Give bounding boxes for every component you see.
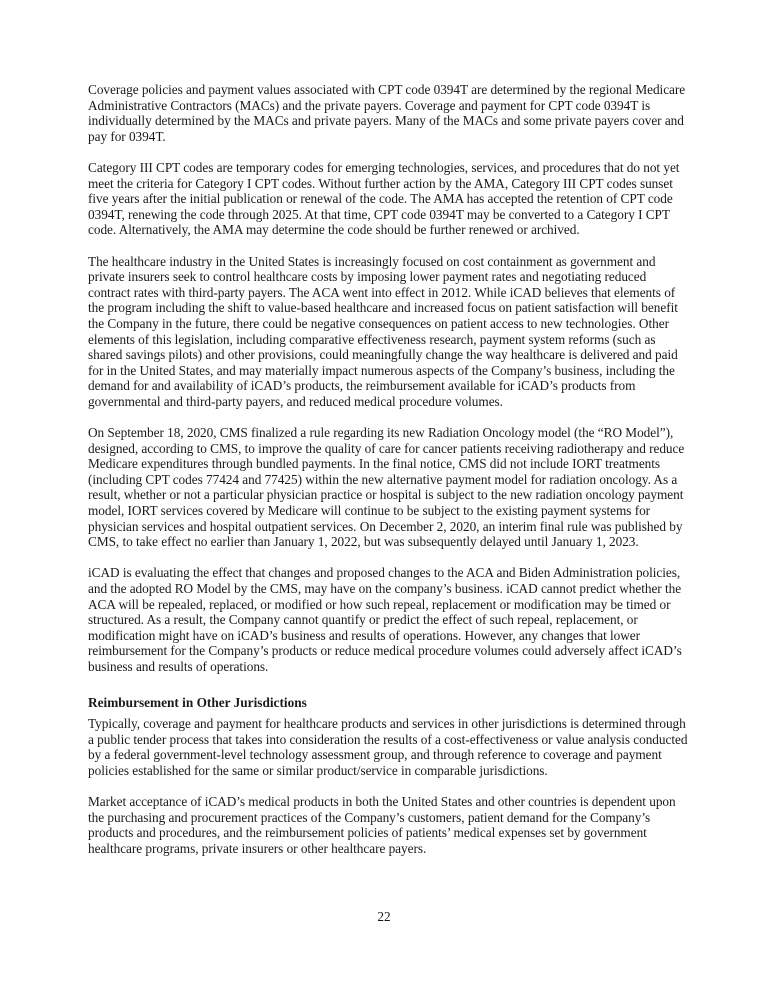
paragraph-ro-model: On September 18, 2020, CMS finalized a rule regarding its new Radiation Oncology model (the “RO Model”), designed, according to CMS, to improve the quality of care for cancer patients receiving radiotherapy and reduce Medicare expenditures through bundled payments. In the final notice, CMS did not include IORT treatments (including CPT codes 77424 and 77425) within the new alternative payment model for radiation oncology. As a result, whether or not a particular physician practice or hospital is subject to the new radiation oncology payment model, IORT services covered by Medicare will continue to be subject to the existing payment systems for physician services and hospital outpatient services. On December 2, 2020, an interim final rule was published by CMS, to take effect no earlier than January 1, 2022, but was subsequently delayed until January 1, 2023. <box>88 425 685 550</box>
paragraph-healthcare-industry: The healthcare industry in the United States is increasingly focused on cost containment as government and private insurers seek to control healthcare costs by imposing lower payment rates and negotiating reduced contract rates with third-party payers. The ACA went into effect in 2012. While iCAD believes that elements of the program including the shift to value-based healthcare and increased focus on patient satisfaction will benefit the Company in the future, there could be negative consequences on patient access to new technologies. Other elements of this legislation, including comparative effectiveness research, payment system reforms (such as shared savings pilots) and other provisions, could meaningfully change the way healthcare is delivered and paid for in the United States, and may materially impact numerous aspects of the Company’s business, including the demand for and availability of iCAD’s products, the reimbursement available for iCAD’s products from governmental and third-party payers, and reduced medical procedure volumes. <box>88 253 678 409</box>
paragraph-other-jurisdictions: Typically, coverage and payment for healthcare products and services in other jurisdictions is determined through a public tender process that takes into consideration the results of a cost-effectiveness or value analysis conducted by a federal government-level technology assessment group, and through reference to coverage and payment policies established for the same or similar product/service in comparable jurisdictions. <box>88 716 688 778</box>
paragraph-cpt-coverage: Coverage policies and payment values associated with CPT code 0394T are determined by the regional Medicare Administrative Contractors (MACs) and the private payers. Coverage and payment for CPT code 0394T is individually determined by the MACs and private payers. Many of the MACs and some private payers cover and pay for 0394T. <box>88 82 686 144</box>
paragraph-market-acceptance: Market acceptance of iCAD’s medical products in both the United States and other countries is dependent upon the purchasing and procurement practices of the Company’s customers, patient demand for the Company’s products and procedures, and the reimbursement policies of patients’ medical expenses set by government healthcare programs, private insurers or other healthcare payers. <box>88 794 676 856</box>
paragraph-category-iii-codes: Category III CPT codes are temporary codes for emerging technologies, services, and procedures that do not yet meet the criteria for Category I CPT codes. Without further action by the AMA, Category III CPT codes sunset five years after the initial publication or renewal of the code. The AMA has accepted the retention of CPT code 0394T, renewing the code through 2025. At that time, CPT code 0394T may be converted to a Category I CPT code. Alternatively, the AMA may determine the code should be further renewed or archived. <box>88 159 680 238</box>
page-number: 22 <box>377 909 391 924</box>
section-heading-other-jurisdictions: Reimbursement in Other Jurisdictions <box>88 694 307 710</box>
paragraph-aca-evaluation: iCAD is evaluating the effect that changes and proposed changes to the ACA and Biden Administration policies, and the adopted RO Model by the CMS, may have on the company’s business. iCAD cannot predict whether the ACA will be repealed, replaced, or modified or how such repeal, replacement or modification may be timed or structured. As a result, the Company cannot quantify or predict the effect of such repeal, replacement, or modification might have on iCAD’s business and results of operations. However, any changes that lower reimbursement for the Company’s products or reduce medical procedure volumes could adversely affect iCAD’s business and results of operations. <box>88 565 682 674</box>
document-page <box>88 82 688 872</box>
